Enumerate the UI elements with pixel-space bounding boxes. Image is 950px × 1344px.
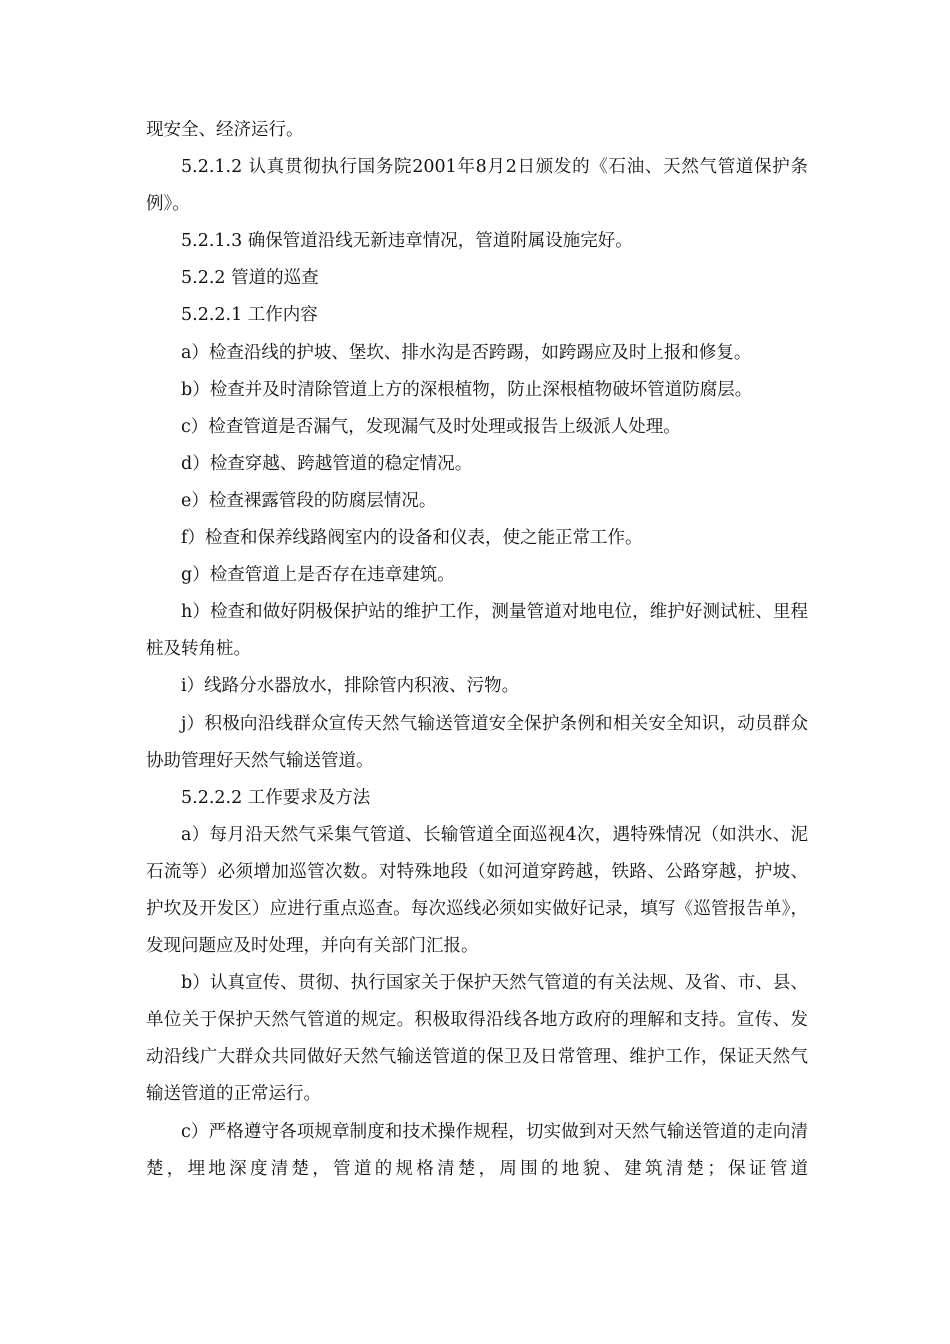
list-item-d: d）检查穿越、跨越管道的稳定情况。 bbox=[181, 453, 473, 474]
list-item-g: g）检查管道上是否存在违章建筑。 bbox=[181, 565, 455, 586]
list-item-j: j）积极向沿线群众宣传天然气输送管道安全保护条例和相关安全知识，动员群众协助管理好天然气输送管道。 bbox=[146, 713, 808, 771]
heading-5-2-2: 5.2.2 管道的巡查 bbox=[181, 268, 319, 289]
list-item-c: c）检查管道是否漏气，发现漏气及时处理或报告上级派人处理。 bbox=[181, 416, 681, 437]
list-item-h: h）检查和做好阴极保护站的维护工作，测量管道对地电位，维护好测试桩、里程桩及转角桩。 bbox=[146, 602, 808, 660]
list-item-b: b）检查并及时清除管道上方的深根植物，防止深根植物破坏管道防腐层。 bbox=[181, 379, 753, 400]
paragraph-5-2-1-2: 5.2.1.2 认真贯彻执行国务院2001年8月2日颁发的《石油、天然气管道保护条例》。 bbox=[146, 157, 808, 215]
requirement-c: c）严格遵守各项规章制度和技术操作规程，切实做到对天然气输送管道的走向清楚，埋地深度清楚，管道的规格清楚，周围的地貌、建筑清楚；保证管道 bbox=[146, 1121, 808, 1179]
list-item-f: f）检查和保养线路阀室内的设备和仪表，使之能正常工作。 bbox=[181, 528, 643, 549]
document-page bbox=[146, 112, 808, 1188]
heading-5-2-2-1: 5.2.2.1 工作内容 bbox=[181, 305, 318, 326]
paragraph-5-2-1-3: 5.2.1.3 确保管道沿线无新违章情况，管道附属设施完好。 bbox=[181, 231, 633, 252]
list-item-i: i）线路分水器放水，排除管内积液、污物。 bbox=[181, 676, 520, 697]
requirement-b: b）认真宣传、贯彻、执行国家关于保护天然气管道的有关法规、及省、市、县、单位关于保护天然气管道的规定。积极取得沿线各地方政府的理解和支持。宣传、发动沿线广大群众共同做好天然气输送管道的保卫及日常管理、维护工作，保证天然气输送管道的正常运行。 bbox=[146, 973, 808, 1105]
requirement-a: a）每月沿天然气采集气管道、长输管道全面巡视4次，遇特殊情况（如洪水、泥石流等）必须增加巡管次数。对特殊地段（如河道穿跨越，铁路、公路穿越，护坡、护坎及开发区）应进行重点巡查。每次巡线必须如实做好记录，填写《巡管报告单》，发现问题应及时处理，并向有关部门汇报。 bbox=[146, 824, 808, 957]
list-item-e: e）检查裸露管段的防腐层情况。 bbox=[181, 490, 437, 511]
paragraph-continuation: 现安全、经济运行。 bbox=[146, 120, 304, 140]
heading-5-2-2-2: 5.2.2.2 工作要求及方法 bbox=[181, 787, 371, 808]
list-item-a: a）检查沿线的护坡、堡坎、排水沟是否跨踢，如跨踢应及时上报和修复。 bbox=[181, 342, 752, 363]
